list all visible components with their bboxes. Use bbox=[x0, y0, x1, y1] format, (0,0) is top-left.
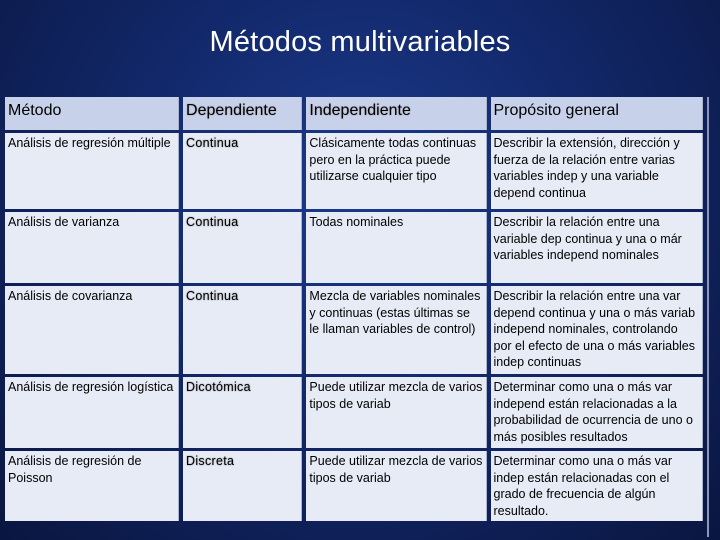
cell-method: Análisis de varianza bbox=[5, 212, 179, 283]
cell-independent: Todas nominales bbox=[306, 212, 486, 283]
cell-independent: Mezcla de variables nominales y continuas (estas últimas se le llaman variables de control) bbox=[306, 286, 486, 374]
cell-method: Análisis de regresión de Poisson bbox=[5, 451, 179, 521]
cell-purpose: Describir la relación entre una var depend continua y una o más variab independ nominales, controlando por el efecto de una o más variables indep continuas bbox=[491, 286, 704, 374]
cell-purpose: Determinar como una o más var indep están relacionadas con el grado de frecuencia de algún resultado. bbox=[491, 451, 704, 521]
cell-purpose: Describir la extensión, dirección y fuerza de la relación entre varias variables indep y una variable depend continua bbox=[491, 133, 704, 209]
cell-dependent: Continua bbox=[183, 133, 302, 209]
cell-dependent: Continua bbox=[183, 286, 302, 374]
cell-independent: Clásicamente todas continuas pero en la práctica puede utilizarse cualquier tipo bbox=[306, 133, 486, 209]
header-method: Método bbox=[5, 97, 179, 130]
table-row bbox=[5, 286, 703, 374]
table-frame-edge bbox=[707, 97, 709, 537]
cell-method: Análisis de regresión múltiple bbox=[5, 133, 179, 209]
cell-dependent: Dicotómica bbox=[183, 377, 302, 448]
cell-independent: Puede utilizar mezcla de varios tipos de variab bbox=[306, 377, 486, 448]
cell-method: Análisis de covarianza bbox=[5, 286, 179, 374]
header-independent: Independiente bbox=[306, 97, 486, 130]
table-row bbox=[5, 377, 703, 448]
header-purpose: Propósito general bbox=[491, 97, 704, 130]
cell-method: Análisis de regresión logística bbox=[5, 377, 179, 448]
cell-purpose: Describir la relación entre una variable dep continua y una o már variables independ nominales bbox=[491, 212, 704, 283]
methods-table bbox=[1, 94, 707, 524]
table-row bbox=[5, 212, 703, 283]
cell-dependent: Continua bbox=[183, 212, 302, 283]
table-row bbox=[5, 133, 703, 209]
slide-title: Métodos multivariables bbox=[209, 26, 511, 58]
cell-dependent: Discreta bbox=[183, 451, 302, 521]
cell-independent: Puede utilizar mezcla de varios tipos de variab bbox=[306, 451, 486, 521]
cell-purpose: Determinar como una o más var independ están relacionadas a la probabilidad de ocurrencia de uno o más posibles resultados bbox=[491, 377, 704, 448]
table-row bbox=[5, 451, 703, 521]
table-header-row bbox=[5, 97, 703, 130]
header-dependent: Dependiente bbox=[183, 97, 302, 130]
